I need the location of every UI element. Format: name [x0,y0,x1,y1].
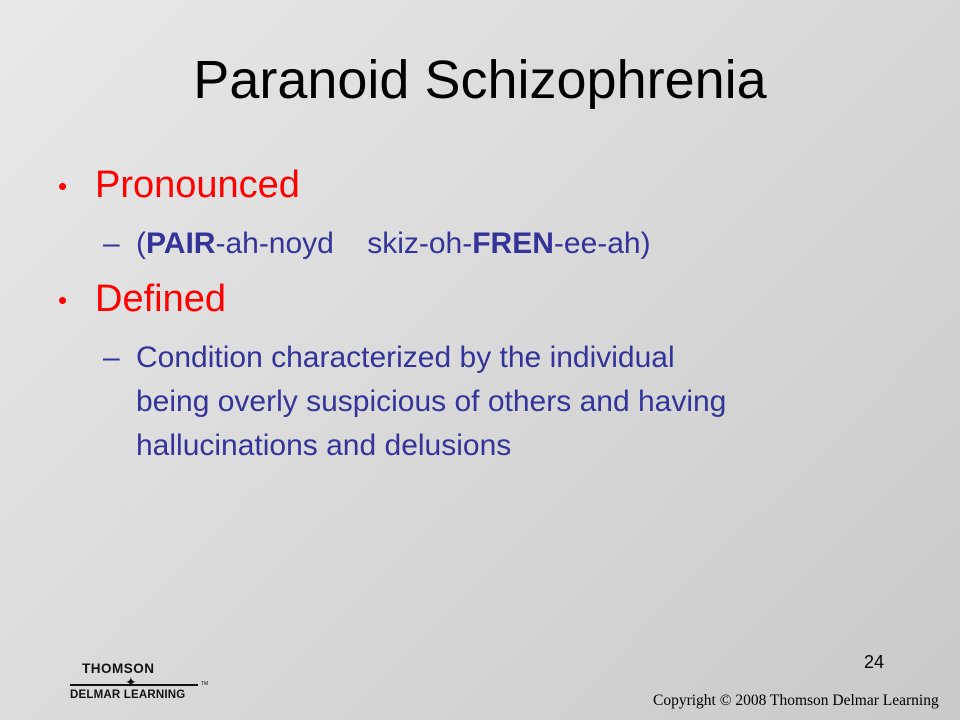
definition-line: being overly suspicious of others and having [136,384,727,418]
pronunciation-part: -ee-ah) [553,227,651,260]
page-number: 24 [864,652,885,672]
slide-title: Paranoid Schizophrenia [193,50,767,110]
logo-text-top: THOMSON [82,661,155,676]
sub-bullet-dash: – [103,227,120,260]
pronunciation-part: ( [136,227,146,260]
definition-line: hallucinations and delusions [136,428,512,462]
bullet-label: Defined [95,278,226,320]
pronunciation-stress: FREN [472,227,554,260]
thomson-delmar-logo [70,661,210,705]
bullet-marker: • [58,171,68,201]
pronunciation-text [136,222,651,266]
sub-bullet-dash: – [103,341,120,374]
definition-text [136,336,726,467]
pronunciation-part: -ah-noyd skiz-oh- [215,227,473,260]
copyright-notice: Copyright © 2008 Thomson Delmar Learning [653,692,939,709]
bullet-label: Pronounced [95,164,300,206]
bullet-marker: • [58,285,68,315]
pronunciation-stress: PAIR [146,227,216,260]
logo-trademark: TM [201,681,209,687]
definition-line: Condition characterized by the individual [136,341,675,374]
logo-star-icon: ✦ [125,674,137,690]
logo-text-bottom: DELMAR LEARNING [70,689,186,701]
